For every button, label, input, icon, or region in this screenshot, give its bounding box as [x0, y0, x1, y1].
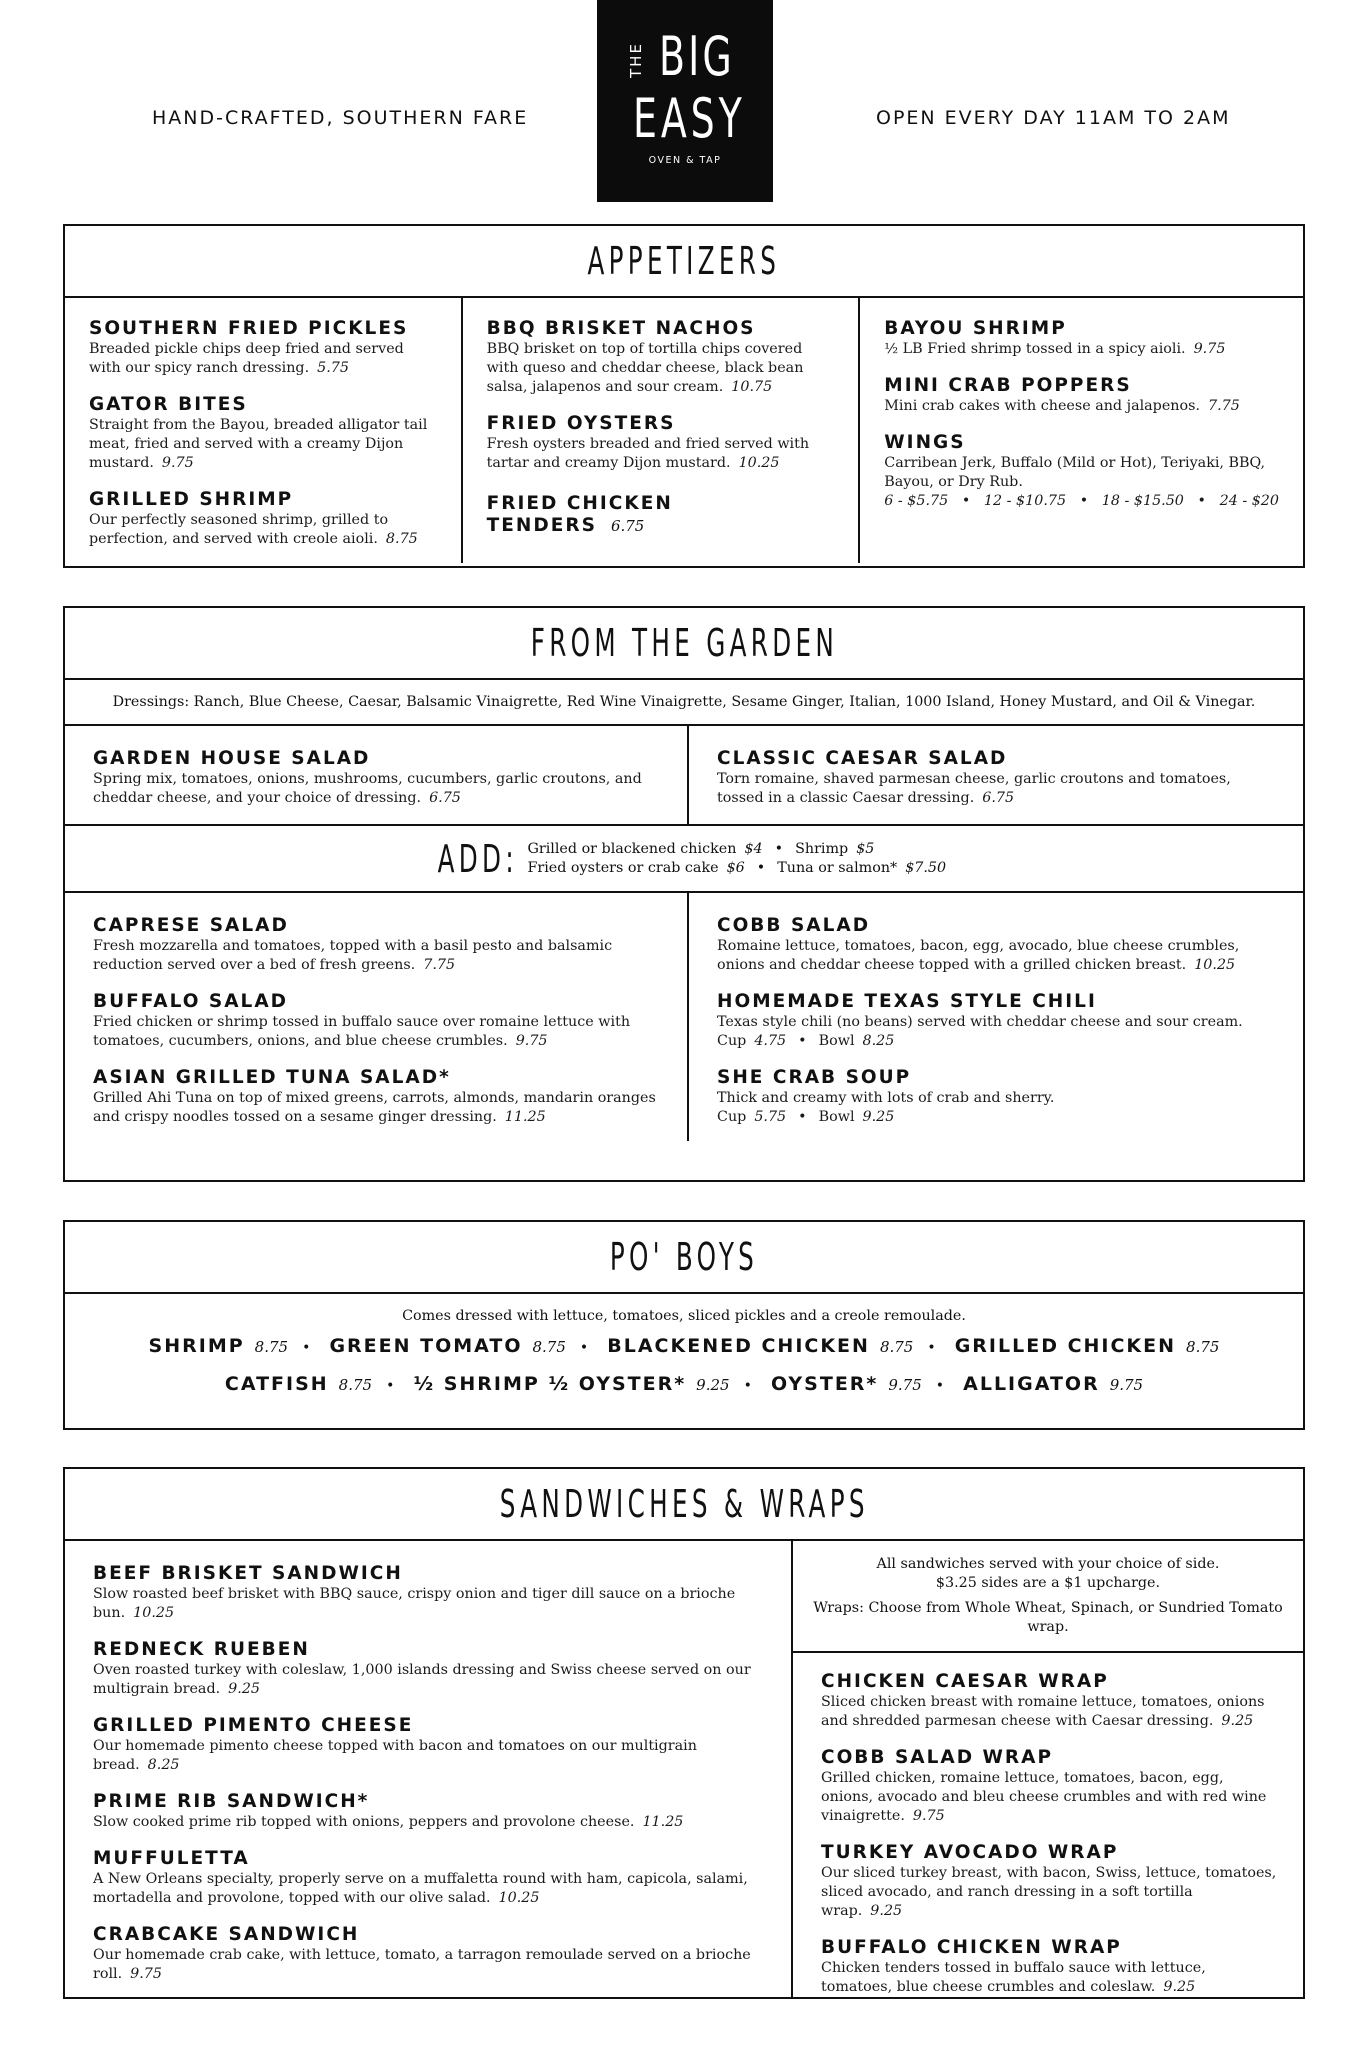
sandwiches-title: SANDWICHES & WRAPS [65, 1469, 1303, 1541]
poboy-item: ½ SHRIMP ½ OYSTER* [413, 1373, 687, 1395]
dressings-note: Dressings: Ranch, Blue Cheese, Caesar, Balsamic Vinaigrette, Red Wine Vinaigrette, Sesame Ginger, Italian, 1000 Island, Honey Mustard, and Oil & Vinegar. [112, 694, 1256, 710]
menu-item: CRABCAKE SANDWICH Our homemade crab cake, with lettuce, tomato, a tarragon remoulade served on a brioche roll. 9.75 [93, 1924, 751, 1982]
appetizers-section [63, 224, 1305, 568]
menu-item: BBQ BRISKET NACHOS BBQ brisket on top of tortilla chips covered with queso and cheddar cheese, black bean salsa, jalapenos and sour cream. 10.75 [486, 318, 804, 395]
menu-item: COBB SALAD WRAP Grilled chicken, romaine lettuce, tomatoes, bacon, egg, onions, avocado and bleu cheese crumbles and with red wine vinaigrette. 9.75 [821, 1747, 1267, 1824]
poboy-item: ALLIGATOR [963, 1373, 1100, 1395]
wings-prices: 6 - $5.75 • 12 - $10.75 • 18 - $15.50 • 24 - $20 [884, 493, 1280, 509]
garden-bottom-right [689, 893, 1303, 1141]
poboy-item: SHRIMP [148, 1335, 245, 1357]
logo-the: THE [627, 42, 645, 78]
appetizers-column-2 [463, 298, 861, 563]
menu-item: SOUTHERN FRIED PICKLES Breaded pickle chips deep fried and served with our spicy ranch dressing. 5.75 [89, 318, 409, 376]
tagline-left: HAND-CRAFTED, SOUTHERN FARE [152, 107, 529, 129]
menu-item: GRILLED SHRIMP Our perfectly seasoned shrimp, grilled to perfection, and served with creole aioli. 8.75 [89, 489, 418, 547]
menu-item: FRIED OYSTERS Fresh oysters breaded and fried served with tartar and creamy Dijon mustard. 10.25 [486, 413, 810, 471]
menu-item: BUFFALO SALAD Fried chicken or shrimp tossed in buffalo sauce over romaine lettuce with tomatoes, cucumbers, onions, and blue cheese crumbles. 9.75 [93, 991, 631, 1049]
logo-easy: EASY [633, 87, 746, 150]
restaurant-logo [597, 0, 773, 202]
garden-top-left [65, 726, 689, 824]
poboys-row-2: CATFISH 8.75 • ½ SHRIMP ½ OYSTER* 9.25 • OYSTER* 9.75 • ALLIGATOR 9.75 [224, 1373, 1144, 1395]
garden-title: FROM THE GARDEN [65, 608, 1303, 680]
sandwiches-column [65, 1541, 793, 1997]
garden-top-right [689, 726, 1303, 824]
poboy-item: BLACKENED CHICKEN [607, 1335, 870, 1357]
appetizers-title: APPETIZERS [65, 226, 1303, 298]
menu-item: BAYOU SHRIMP ½ LB Fried shrimp tossed in a spicy aioli. 9.75 [884, 318, 1226, 357]
menu-item: CAPRESE SALAD Fresh mozzarella and tomatoes, topped with a basil pesto and balsamic reduction served over a bed of fresh greens. 7.75 [93, 915, 613, 973]
appetizers-column-3 [860, 298, 1303, 563]
menu-item: BUFFALO CHICKEN WRAP Chicken tenders tossed in buffalo sauce with lettuce, tomatoes, blue cheese crumbles and coleslaw. 9.25 [821, 1937, 1206, 1995]
poboys-title: PO' BOYS [65, 1222, 1303, 1294]
menu-item: CHICKEN CAESAR WRAP Sliced chicken breast with romaine lettuce, tomatoes, onions and shredded parmesan cheese with Caesar dressing. 9.25 [821, 1671, 1265, 1729]
menu-item: REDNECK RUEBEN Oven roasted turkey with coleslaw, 1,000 islands dressing and Swiss cheese served on our multigrain bread. 9.25 [93, 1639, 751, 1697]
menu-item: CLASSIC CAESAR SALAD Torn romaine, shaved parmesan cheese, garlic croutons and tomatoes, tossed in a classic Caesar dressing. 6.75 [717, 748, 1231, 806]
poboy-item: CATFISH [224, 1373, 329, 1395]
logo-subtitle: OVEN & TAP [648, 155, 722, 166]
menu-item: WINGS Carribean Jerk, Buffalo (Mild or Hot), Teriyaki, BBQ, Bayou, or Dry Rub. 6 - $5.75 • 12 - $10.75 • 18 - $15.50 • 24 - $20 [884, 432, 1280, 509]
menu-item: PRIME RIB SANDWICH* Slow cooked prime rib topped with onions, peppers and provolone cheese. 11.25 [93, 1791, 684, 1830]
menu-item: MUFFULETTA A New Orleans specialty, properly serve on a muffaletta round with ham, capicola, salami, mortadella and provolone, topped with our olive salad. 10.25 [93, 1848, 748, 1906]
poboys-note: Comes dressed with lettuce, tomatoes, sliced pickles and a creole remoulade. [402, 1308, 966, 1324]
wraps-note: All sandwiches served with your choice of side. $3.25 sides are a $1 upcharge. Wraps: Choose from Whole Wheat, Spinach, or Sundried Tomato wrap. [793, 1541, 1303, 1653]
menu-item: COBB SALAD Romaine lettuce, tomatoes, bacon, egg, avocado, blue cheese crumbles, onions and cheddar cheese topped with a grilled chicken breast. 10.25 [717, 915, 1240, 973]
menu-item: FRIED CHICKEN TENDERS 6.75 [486, 493, 673, 536]
menu-item: BEEF BRISKET SANDWICH Slow roasted beef brisket with BBQ sauce, crispy onion and tiger dill sauce on a brioche bun. 10.25 [93, 1563, 736, 1621]
poboy-item: GRILLED CHICKEN [954, 1335, 1177, 1357]
garden-section [63, 606, 1305, 1182]
logo-big: BIG [659, 25, 735, 88]
menu-item: SHE CRAB SOUP Thick and creamy with lots of crab and sherry. Cup 5.75 • Bowl 9.25 [717, 1067, 1055, 1125]
menu-item: ASIAN GRILLED TUNA SALAD* Grilled Ahi Tuna on top of mixed greens, carrots, almonds, mandarin oranges and crispy noodles tossed on a sesame ginger dressing. 11.25 [93, 1067, 656, 1125]
poboy-item: GREEN TOMATO [329, 1335, 523, 1357]
wraps-column [793, 1541, 1303, 1997]
sandwiches-section [63, 1467, 1305, 1999]
poboys-row-1: SHRIMP 8.75 • GREEN TOMATO 8.75 • BLACKENED CHICKEN 8.75 • GRILLED CHICKEN 8.75 [148, 1335, 1220, 1357]
add-label: ADD: [437, 836, 518, 881]
menu-item: HOMEMADE TEXAS STYLE CHILI Texas style chili (no beans) served with cheddar cheese and sour cream. Cup 4.75 • Bowl 8.25 [717, 991, 1243, 1049]
add-ons-list: Grilled or blackened chicken $4 • Shrimp $5 Fried oysters or crab cake $6 • Tuna or salmon* $7.50 [527, 840, 947, 876]
menu-item: MINI CRAB POPPERS Mini crab cakes with cheese and jalapenos. 7.75 [884, 375, 1240, 414]
menu-item: GRILLED PIMENTO CHEESE Our homemade pimento cheese topped with bacon and tomatoes on our multigrain bread. 8.25 [93, 1715, 697, 1773]
poboy-item: OYSTER* [770, 1373, 879, 1395]
poboys-section [63, 1220, 1305, 1430]
garden-bottom-left [65, 893, 689, 1141]
add-ons-row [65, 824, 1303, 891]
appetizers-column-1 [65, 298, 463, 563]
menu-item: TURKEY AVOCADO WRAP Our sliced turkey breast, with bacon, Swiss, lettuce, tomatoes, sliced avocado, and ranch dressing in a soft tortilla wrap. 9.25 [821, 1842, 1277, 1919]
menu-item: GARDEN HOUSE SALAD Spring mix, tomatoes, onions, mushrooms, cucumbers, garlic croutons, and cheddar cheese, and your choice of dressing. 6.75 [93, 748, 642, 806]
tagline-right: OPEN EVERY DAY 11AM TO 2AM [876, 107, 1231, 129]
menu-item: GATOR BITES Straight from the Bayou, breaded alligator tail meat, fried and served with a creamy Dijon mustard. 9.75 [89, 394, 428, 471]
